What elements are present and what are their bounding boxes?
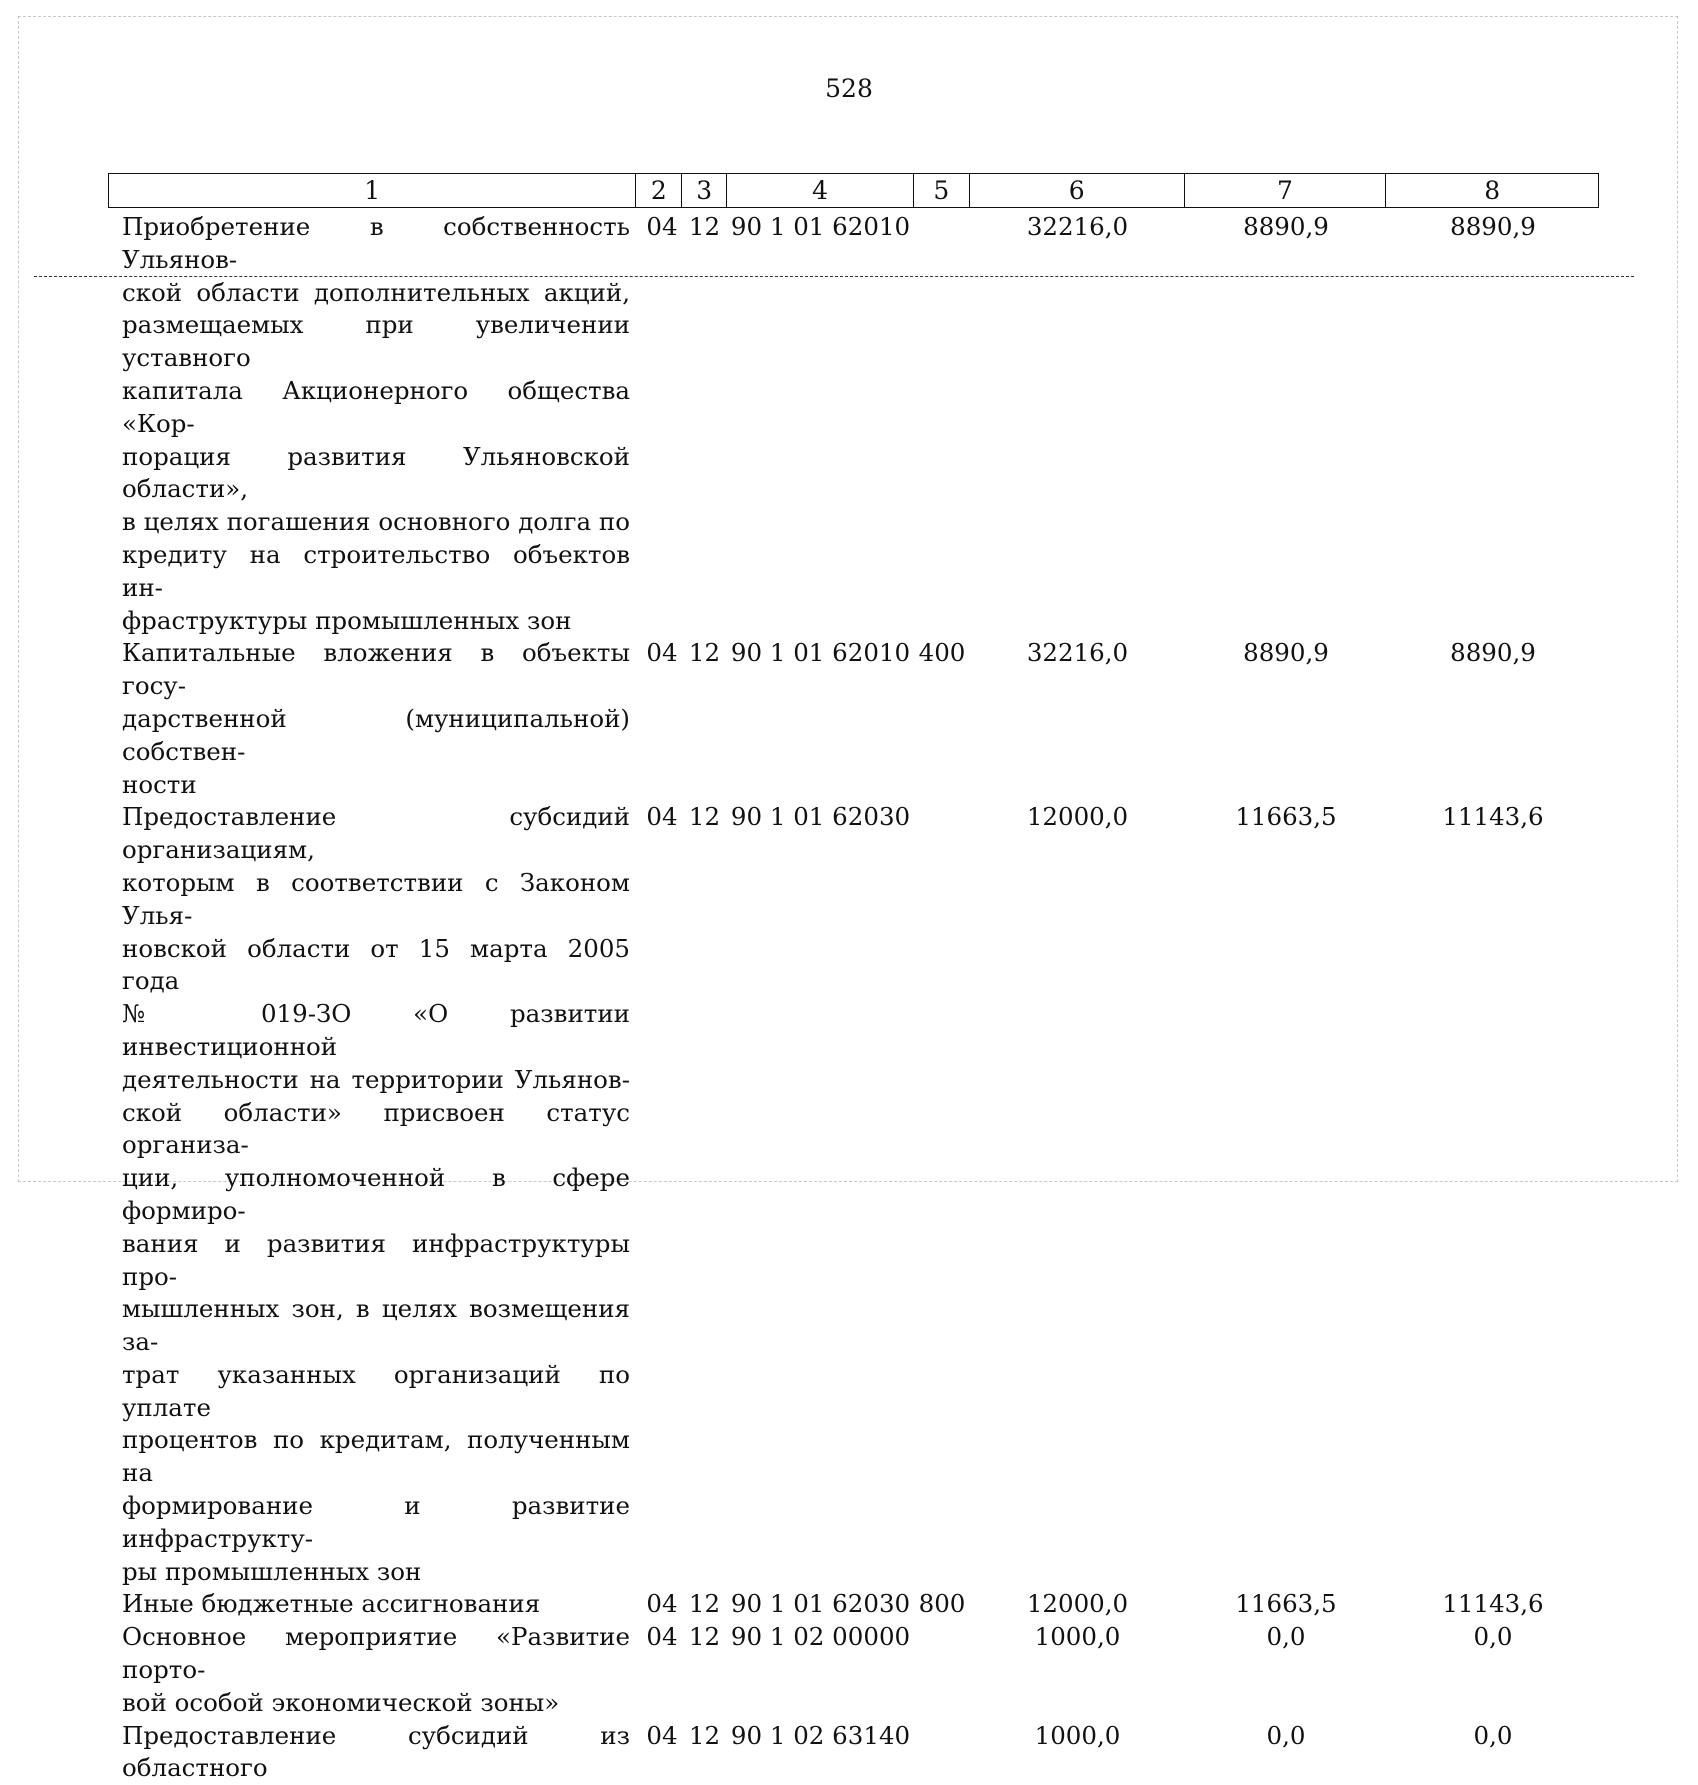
table-row: [108, 211, 1599, 637]
amount-col-8: 0,0: [1473, 1622, 1513, 1652]
description-line: формирование и развитие инфраструкту-: [122, 1491, 630, 1553]
section-code: 04: [646, 1589, 678, 1619]
description-line: ры промышленных зон: [122, 1556, 422, 1586]
target-article-code: 90 1 02 00000: [730, 1622, 911, 1652]
description-line: деятельности на территории Ульянов-: [122, 1064, 630, 1094]
target-article-code: 90 1 02 63140: [730, 1720, 911, 1750]
description-line: Иные бюджетные ассигнования: [122, 1589, 541, 1619]
description-line: ской области дополнительных акций,: [122, 277, 630, 307]
header-col-2: 2: [636, 174, 682, 207]
subsection-code: 12: [688, 1622, 721, 1652]
description-line: Капитальные вложения в объекты госу-: [122, 638, 630, 701]
header-col-6: 6: [970, 174, 1185, 207]
description-line: ности: [122, 769, 197, 799]
description-line: фраструктуры промышленных зон: [122, 605, 572, 635]
amount-col-6: 1000,0: [1034, 1622, 1121, 1652]
description-line: Предоставление субсидий из областного: [122, 1720, 630, 1783]
header-col-5: 5: [914, 174, 970, 207]
target-article-code: 90 1 01 62010: [730, 638, 911, 668]
description-line: трат указанных организаций по уплате: [122, 1359, 630, 1422]
subsection-code: 12: [688, 1589, 721, 1619]
amount-col-7: 11663,5: [1235, 802, 1337, 832]
target-article-code: 90 1 01 62030: [730, 802, 911, 832]
header-col-8: 8: [1484, 176, 1501, 205]
expense-type-code: [914, 1621, 970, 1719]
target-article-code: 90 1 01 62030: [730, 1589, 911, 1619]
description-line: порация развития Ульяновской области»,: [122, 441, 630, 504]
amount-col-7: 11663,5: [1235, 1589, 1337, 1619]
subsection-code: 12: [688, 802, 721, 832]
description-line: новской области от 15 марта 2005 года: [122, 933, 630, 996]
expense-type-code: [914, 1720, 970, 1785]
amount-col-6: 1000,0: [1034, 1720, 1121, 1750]
section-code: 04: [646, 1720, 678, 1750]
expense-type-code: [914, 801, 970, 1588]
description-line: вания и развития инфраструктуры про-: [122, 1228, 630, 1291]
description-line: мышленных зон, в целях возмещения за-: [122, 1294, 630, 1357]
description-line: в целях погашения основного долга по: [122, 507, 630, 537]
section-code: 04: [646, 802, 678, 832]
table-row: [108, 1621, 1599, 1719]
amount-col-8: 0,0: [1473, 1720, 1513, 1750]
page-number: 528: [825, 74, 873, 103]
expense-type-code: 400: [918, 638, 966, 668]
description-line: вой особой экономической зоны»: [122, 1687, 560, 1717]
header-col-7: 7: [1185, 174, 1387, 207]
description-line: капитала Акционерного общества «Кор-: [122, 375, 630, 438]
amount-col-7: 0,0: [1266, 1622, 1306, 1652]
subsection-code: 12: [688, 638, 721, 668]
row-description: [108, 637, 636, 801]
table-row: [108, 1720, 1599, 1785]
description-line: которым в соответствии с Законом Улья-: [122, 867, 630, 930]
description-line: размещаемых при увеличении уставного: [122, 310, 630, 373]
section-code: 04: [646, 1622, 678, 1652]
table-row: [108, 801, 1599, 1588]
amount-col-6: 32216,0: [1026, 212, 1129, 241]
header-col-3: 3: [682, 174, 727, 207]
target-article-code: 90 1 01 62010: [730, 212, 911, 241]
description-line: Предоставление субсидий организациям,: [122, 802, 630, 865]
description-line: Основное мероприятие «Развитие порто-: [122, 1622, 630, 1685]
row-description: [108, 1621, 636, 1719]
row-description: [108, 1720, 636, 1785]
description-line: дарственной (муниципальной) собствен-: [122, 703, 630, 766]
table-row: [108, 1588, 1599, 1621]
expense-type-code: [914, 211, 970, 637]
expense-type-code: 800: [918, 1589, 966, 1619]
amount-col-6: 12000,0: [1026, 1589, 1129, 1619]
amount-col-6: 12000,0: [1026, 802, 1129, 832]
description-line: процентов по кредитам, полученным на: [122, 1425, 630, 1488]
description-line: Приобретение в собственность Ульянов-: [122, 212, 630, 274]
table-body: [108, 211, 1599, 1785]
section-code: 04: [646, 638, 678, 668]
section-code: 04: [646, 212, 678, 241]
table-header: [108, 173, 1599, 208]
amount-col-8: 8890,9: [1450, 212, 1536, 241]
amount-col-7: 8890,9: [1243, 212, 1329, 241]
row-description: [108, 801, 636, 1588]
description-line: ской области» присвоен статус организа-: [122, 1097, 630, 1160]
subsection-code: 12: [688, 1720, 721, 1750]
subsection-code: 12: [688, 212, 721, 241]
header-col-4: 4: [727, 174, 914, 207]
header-col-1: 1: [109, 174, 636, 207]
description-line: кредиту на строительство объектов ин-: [122, 539, 630, 602]
amount-col-7: 0,0: [1266, 1720, 1306, 1750]
row-description: [108, 211, 636, 637]
description-line: № 019-ЗО «О развитии инвестиционной: [122, 999, 630, 1061]
amount-col-6: 32216,0: [1026, 638, 1129, 668]
description-line: ции, уполномоченной в сфере формиро-: [122, 1163, 630, 1225]
row-description: [108, 1588, 636, 1621]
amount-col-7: 8890,9: [1243, 638, 1329, 668]
amount-col-8: 11143,6: [1442, 1589, 1544, 1619]
table-row: [108, 637, 1599, 801]
amount-col-8: 11143,6: [1442, 802, 1544, 832]
amount-col-8: 8890,9: [1450, 638, 1536, 668]
